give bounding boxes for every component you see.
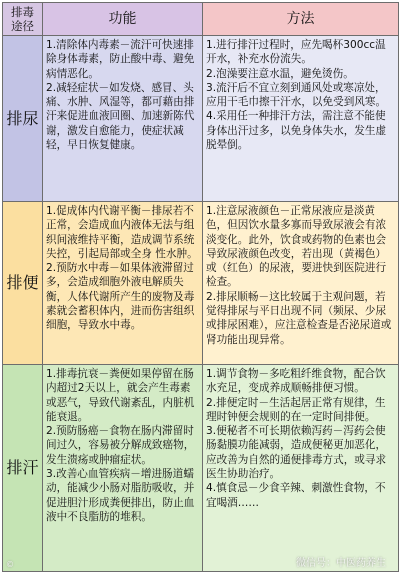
urine-function-2: 2.减轻症状－如发烧、感冒、头痛、水肿、风湿等，都可藉由排汗来促进血液回圈、加速新陈代谢，激发自愈能力，使症状减轻，早日恢复健康。 [46, 81, 195, 152]
stool-method-1: 1.注意尿液颜色－正常尿液应是淡黄色，但因饮水量多寡而导致尿液会有浓淡变化。此外，饮食或药物的色素也会导致尿液颜色改变，若出现（黄褐色）或（红色）的尿液，要进快到医院进行检查。 [206, 205, 387, 289]
header-category-cell: 排毒途径 [3, 3, 43, 36]
urine-method-1: 1.进行排汗过程时，应先喝杯300cc温开水，补充水份流失。 [206, 39, 386, 66]
wechat-watermark: 微信号：中医药养生 [296, 558, 386, 569]
urine-function-cell [43, 36, 203, 202]
sweat-function-2: 2.预防肠癌－食物在肠内滞留时间过久，容易被分解成致癌物，发生溃疡或肿瘤症状。 [46, 425, 195, 466]
stool-function-2: 2.预防水中毒－如果体液滞留过多，会造成细胞外液电解质失衡，人体代谢所产生的废物及毒素就会蓄积体内，进而伤害组织细胞，导致水中毒。 [46, 262, 195, 332]
urine-method-3: 3.流汗后不宜立刻到通风处或寒凉处，应用干毛巾擦干汗水，以免受到风寒。 [206, 81, 387, 109]
stool-method-2: 2.排尿顺畅－这比较属于主观问题，若觉得排尿与平日出现不同（频尿、少尿或排尿困难），应注意检查是否泌尿道或肾功能出现异常。 [206, 290, 392, 346]
sweat-method-cell [203, 365, 399, 572]
sweat-function-cell [43, 365, 203, 572]
urine-method-4: 4.采用任一种排汗方法，需注意不能使身体出汗过多，以免身体失水，发生虚脱晕倒。 [206, 110, 387, 152]
category-urine [3, 36, 43, 202]
stool-function-cell [43, 202, 203, 365]
header-row [3, 3, 399, 36]
category-sweat-label: 排汗 [6, 458, 39, 477]
stool-function-1: 1.促成体内代谢平衡－排尿若不正常，会造成血内液体无法与组织间液维持平衡，造成调节系统失控，引起局部或全身 性水肿。 [46, 205, 198, 260]
urine-function-1: 1.清除体内毒素－流汗可快速排除身体毒素，防止酸中毒、避免病情恶化。 [46, 39, 195, 80]
sweat-method-1: 1.调节食物－多吃粗纤维食物，配合饮水充足，变成养成顺畅排便习惯。 [206, 368, 386, 395]
category-urine-label: 排尿 [6, 108, 39, 128]
urine-method-2: 2.泡澡要注意水温，避免烫伤。 [206, 67, 354, 80]
category-stool-label: 排便 [6, 273, 39, 292]
sweat-method-2: 2.排便定时－生活起居正常有规律，生理时钟便会规则的在一定时间排便。 [206, 396, 386, 423]
sweat-method-4: 4.慎食忌－少食辛辣、刺激性食物，不宜喝酒…… [206, 482, 386, 509]
sweat-function-1: 1.排毒抗衰－粪便如果停留在肠内超过2天以上，就会产生毒素或恶气，导致代谢紊乱，内脏机能衰退。 [46, 368, 195, 423]
category-stool [3, 202, 43, 365]
row-sweat [3, 365, 399, 572]
row-stool [3, 202, 399, 365]
header-method-cell: 方法 [203, 3, 399, 36]
header-function-cell: 功能 [43, 3, 203, 36]
detox-methods-table [2, 2, 399, 572]
sweat-method-3: 3.便秘者不可长期依赖泻药－泻药会使肠黏膜功能减弱，造成便秘更加恶化，应改善为自然的通便排毒方式，或寻求医生协助治疗。 [206, 425, 387, 481]
sweat-function-3: 3.改善心血管疾病－增进肠道蠕动，能减少小肠对脂肪吸收，并促进胆汁形成粪便排出，防止血液中不良脂肪的堆积。 [46, 468, 195, 523]
stool-method-cell [203, 202, 399, 365]
watermark-left: © [6, 560, 14, 569]
row-urine [3, 36, 399, 202]
urine-method-cell [203, 36, 399, 202]
category-sweat [3, 365, 43, 572]
